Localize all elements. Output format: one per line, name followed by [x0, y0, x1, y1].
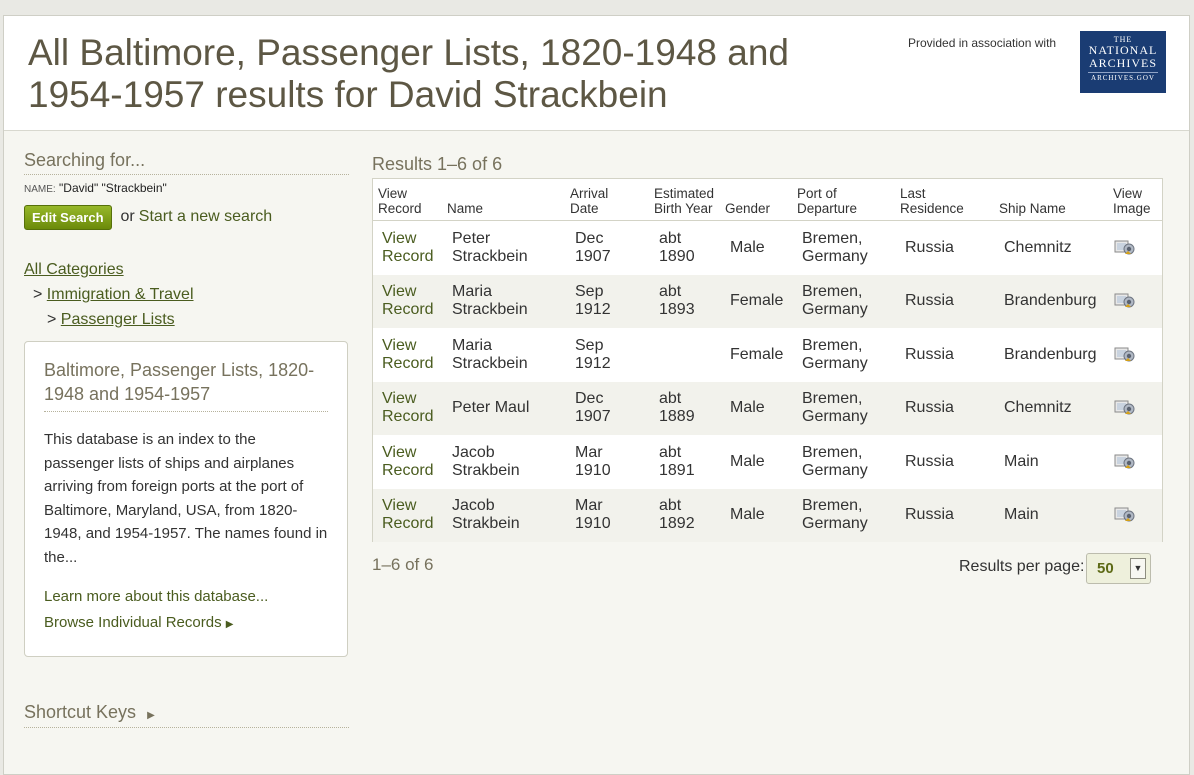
cell-residence: Russia [905, 399, 954, 417]
cell-ship-name: Chemnitz [1004, 399, 1072, 417]
shortcut-keys-label: Shortcut Keys [24, 702, 137, 722]
col-name[interactable]: Name [447, 201, 484, 216]
searching-for-heading: Searching for... [24, 150, 349, 175]
passenger-lists-link[interactable]: Passenger Lists [60, 311, 175, 328]
view-record-link[interactable] [382, 337, 434, 373]
view-record-link-line: Record [382, 247, 434, 265]
view-record-link-line: Record [382, 515, 434, 533]
col-ship[interactable]: Ship Name [999, 201, 1066, 216]
cell-port-line: Germany [802, 461, 868, 479]
cell-port [802, 283, 868, 319]
results-per-page-value: 50 [1097, 560, 1114, 577]
immigration-travel-link[interactable]: Immigration & Travel [46, 286, 194, 303]
database-info-box [24, 341, 348, 657]
cell-arrival-date-line: Sep [575, 336, 604, 354]
cell-birth-year-line: abt [659, 443, 682, 461]
cell-name-line: Strackbein [452, 247, 528, 265]
cell-arrival-date [575, 230, 611, 266]
category-breadcrumbs [24, 261, 349, 336]
table-row [373, 328, 1162, 382]
cell-birth-year-line: 1890 [659, 247, 695, 265]
breadcrumb-immigration [24, 286, 349, 311]
cell-birth-year-line: abt [659, 497, 682, 515]
cell-ship-name: Chemnitz [1004, 238, 1072, 256]
cell-arrival-date-line: 1907 [575, 408, 611, 426]
col-view-image-line1: View [1113, 186, 1143, 201]
logo-line-archives: ARCHIVES [1088, 56, 1157, 70]
cell-port [802, 390, 868, 426]
col-arrival-line2: Date [570, 201, 599, 216]
view-record-link-line: View [382, 283, 417, 301]
cell-name-line: Strakbein [452, 515, 520, 533]
cell-name-line: Strakbein [452, 461, 520, 479]
logo-line-the: THE [1113, 35, 1133, 44]
cell-residence: Russia [905, 238, 954, 256]
col-birth-line1: Estimated [654, 186, 715, 201]
association-text: Provided in association with [908, 36, 1057, 50]
learn-more-link[interactable]: Learn more about this database... [44, 588, 269, 605]
cell-name-line: Strackbein [452, 301, 528, 319]
breadcrumb-separator: > [33, 286, 43, 303]
results-per-page-label: Results per page: [959, 558, 1085, 575]
table-row [373, 221, 1162, 275]
table-row [373, 275, 1162, 329]
cell-arrival-date-line: Dec [575, 390, 604, 408]
page-header [4, 16, 1189, 131]
view-record-link-line: Record [382, 461, 434, 479]
cell-ship-name: Main [1004, 506, 1039, 524]
cell-port-line: Bremen, [802, 497, 863, 515]
cell-birth-year [659, 444, 695, 480]
cell-arrival-date-line: Mar [575, 497, 603, 515]
col-port[interactable] [797, 186, 857, 216]
cell-port-line: Bremen, [802, 283, 863, 301]
cell-residence: Russia [905, 345, 954, 363]
cell-birth-year-line: 1892 [659, 515, 695, 533]
camera-image-icon[interactable] [1114, 346, 1136, 364]
col-birth-year[interactable] [654, 186, 714, 216]
browse-records-label: Browse Individual Records [44, 614, 222, 631]
cell-birth-year [659, 390, 695, 426]
col-view-image [1113, 186, 1151, 216]
cell-arrival-date-line: 1912 [575, 354, 611, 372]
edit-search-row [24, 203, 349, 231]
cell-name [452, 230, 528, 266]
results-per-page-select[interactable] [1086, 553, 1151, 584]
view-record-link-line: Record [382, 301, 434, 319]
cell-birth-year-line: 1893 [659, 301, 695, 319]
cell-birth-year-line: 1891 [659, 461, 695, 479]
cell-gender: Female [730, 345, 784, 363]
camera-image-icon[interactable] [1114, 453, 1136, 471]
cell-ship-name: Brandenburg [1004, 292, 1097, 310]
col-view-record-line1: View [378, 186, 408, 201]
cell-birth-year-line: abt [659, 390, 682, 408]
cell-birth-year-line: abt [659, 283, 682, 301]
national-archives-logo[interactable] [1080, 31, 1166, 93]
cell-name [452, 497, 520, 533]
cell-residence: Russia [905, 452, 954, 470]
logo-line-url: ARCHIVES.GOV [1088, 72, 1158, 83]
cell-port-line: Bremen, [802, 443, 863, 461]
cell-arrival-date [575, 337, 611, 373]
view-record-link-line: View [382, 336, 417, 354]
breadcrumb-passenger-lists [24, 311, 349, 336]
cell-birth-year [659, 283, 695, 319]
search-name-line [24, 181, 349, 195]
cell-gender: Male [730, 238, 765, 256]
cell-birth-year [659, 497, 695, 533]
cell-port-line: Germany [802, 247, 868, 265]
col-port-line1: Port of [797, 186, 837, 201]
cell-name-line: Jacob [452, 443, 495, 461]
triangle-right-icon: ▶ [225, 619, 234, 630]
cell-residence: Russia [905, 292, 954, 310]
col-view-image-line2: Image [1113, 201, 1151, 216]
col-residence-line1: Last [900, 186, 926, 201]
or-text: or [120, 208, 135, 225]
cell-name [452, 283, 528, 319]
view-record-link[interactable] [382, 230, 434, 266]
cell-arrival-date-line: 1907 [575, 247, 611, 265]
view-record-link-line: View [382, 390, 417, 408]
name-label: NAME: [24, 184, 56, 195]
camera-image-icon[interactable] [1114, 239, 1136, 257]
edit-search-button[interactable]: Edit Search [24, 205, 112, 230]
cell-port [802, 337, 868, 373]
cell-ship-name: Main [1004, 452, 1039, 470]
cell-port-line: Germany [802, 408, 868, 426]
new-search-link[interactable]: Start a new search [138, 208, 273, 225]
view-record-link[interactable] [382, 444, 434, 480]
camera-image-icon[interactable] [1114, 292, 1136, 310]
browse-records-link[interactable] [44, 614, 328, 631]
cell-arrival-date-line: 1910 [575, 515, 611, 533]
cell-arrival-date-line: Mar [575, 443, 603, 461]
table-row [373, 382, 1162, 436]
results-heading: Results 1–6 of 6 [372, 154, 503, 174]
cell-port-line: Germany [802, 354, 868, 372]
camera-image-icon[interactable] [1114, 506, 1136, 524]
database-description: This database is an index to the passenger lists of ships and airplanes arriving from foreign ports at the port of Baltimore, Maryland, USA, from 1820-1948, and 1954-1957. The names found in the... [44, 431, 328, 566]
cell-arrival-date [575, 283, 611, 319]
table-row [373, 435, 1162, 489]
cell-port-line: Bremen, [802, 390, 863, 408]
cell-name-line: Peter [452, 229, 491, 247]
cell-birth-year [659, 230, 695, 266]
col-arrival-line1: Arrival [570, 186, 609, 201]
cell-port-line: Bremen, [802, 336, 863, 354]
shortcut-keys-toggle[interactable] [24, 702, 349, 728]
name-value: "David" "Strackbein" [59, 181, 167, 195]
cell-port [802, 230, 868, 266]
cell-arrival-date-line: 1912 [575, 301, 611, 319]
table-row [373, 489, 1162, 543]
cell-name [452, 337, 528, 373]
cell-name-line: Maria [452, 283, 493, 301]
results-count-bottom: 1–6 of 6 [372, 555, 434, 574]
col-residence-line2: Residence [900, 201, 964, 216]
cell-port-line: Germany [802, 515, 868, 533]
cell-arrival-date-line: Dec [575, 229, 604, 247]
col-view-record [378, 186, 422, 216]
cell-name [452, 444, 520, 480]
cell-ship-name: Brandenburg [1004, 345, 1097, 363]
col-port-line2: Departure [797, 201, 858, 216]
triangle-right-icon: ▶ [147, 710, 155, 721]
cell-port-line: Germany [802, 301, 868, 319]
view-record-link-line: Record [382, 408, 434, 426]
table-header [373, 179, 1162, 221]
col-view-record-line2: Record [378, 201, 422, 216]
cell-port [802, 497, 868, 533]
col-birth-line2: Birth Year [654, 201, 713, 216]
view-record-link[interactable] [382, 283, 434, 319]
cell-gender: Male [730, 506, 765, 524]
view-record-link-line: View [382, 229, 417, 247]
cell-arrival-date [575, 444, 611, 480]
cell-name-line: Peter Maul [452, 399, 530, 417]
breadcrumb-all-categories [24, 261, 349, 286]
cell-residence: Russia [905, 506, 954, 524]
cell-name [452, 399, 529, 417]
camera-image-icon[interactable] [1114, 399, 1136, 417]
cell-name-line: Jacob [452, 497, 495, 515]
cell-birth-year-line: abt [659, 229, 682, 247]
chevron-down-icon: ▼ [1130, 558, 1146, 579]
cell-arrival-date [575, 390, 611, 426]
cell-arrival-date-line: Sep [575, 283, 604, 301]
cell-arrival-date-line: 1910 [575, 461, 611, 479]
database-title: Baltimore, Passenger Lists, 1820-1948 and 1954-1957 [44, 358, 328, 412]
col-gender[interactable]: Gender [725, 201, 771, 216]
view-record-link[interactable] [382, 497, 434, 533]
cell-port-line: Bremen, [802, 229, 863, 247]
view-record-link[interactable] [382, 390, 434, 426]
sidebar [24, 150, 349, 657]
breadcrumb-separator: > [47, 311, 57, 328]
view-record-link-line: View [382, 443, 417, 461]
cell-name-line: Maria [452, 336, 493, 354]
page-title: All Baltimore, Passenger Lists, 1820-1948 and 1954-1957 results for David Strackbein [28, 32, 789, 115]
table-body [373, 221, 1162, 542]
view-record-link-line: View [382, 497, 417, 515]
col-arrival-date[interactable] [570, 186, 608, 216]
view-record-link-line: Record [382, 354, 434, 372]
cell-gender: Female [730, 292, 784, 310]
results-table [372, 178, 1163, 542]
col-residence[interactable] [900, 186, 964, 216]
cell-port [802, 444, 868, 480]
cell-birth-year-line: 1889 [659, 408, 695, 426]
cell-name-line: Strackbein [452, 354, 528, 372]
cell-arrival-date [575, 497, 611, 533]
all-categories-link[interactable]: All Categories [24, 261, 124, 278]
logo-line-national: NATIONAL [1088, 43, 1158, 57]
cell-gender: Male [730, 452, 765, 470]
cell-gender: Male [730, 399, 765, 417]
